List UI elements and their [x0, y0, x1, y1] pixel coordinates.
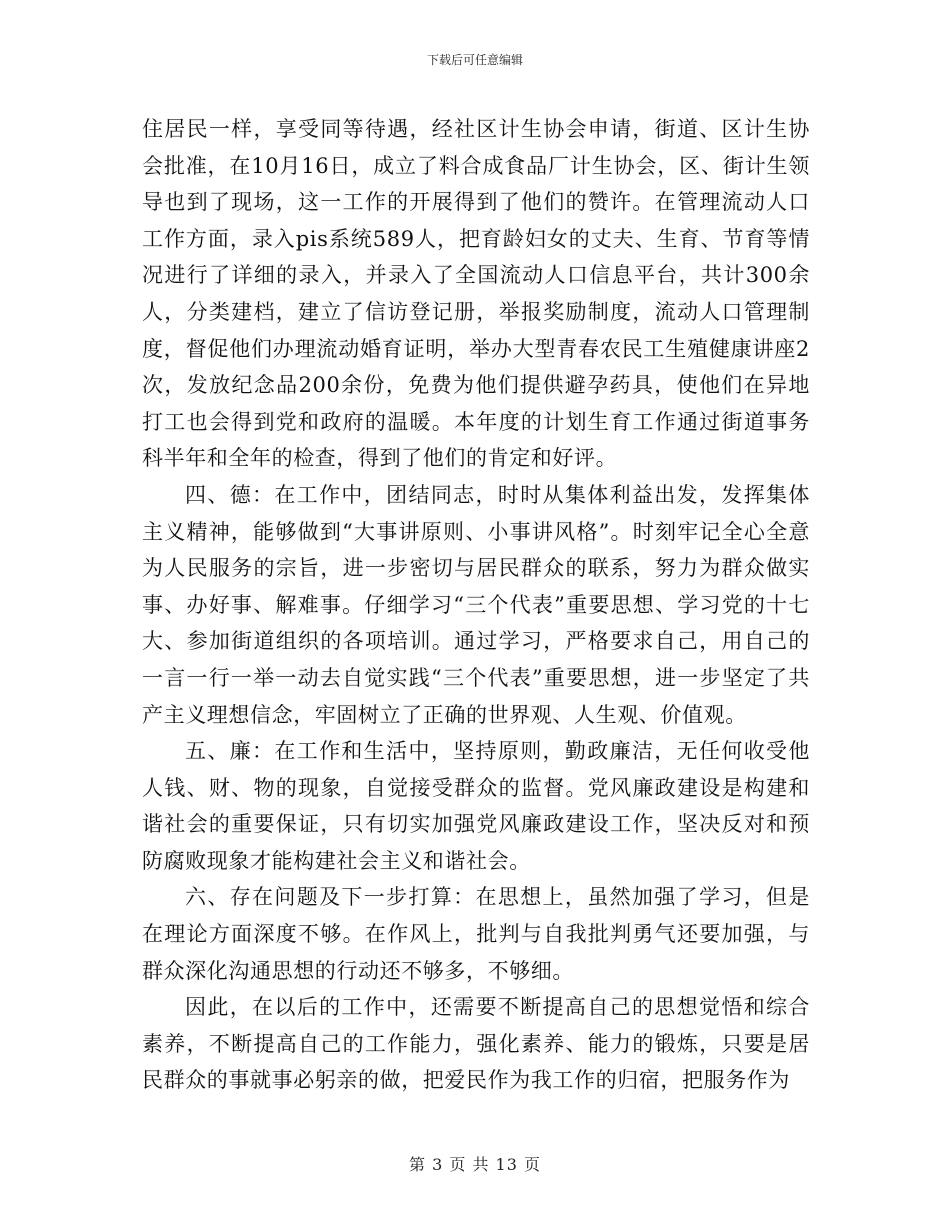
- page-header-note: 下载后可任意编辑: [426, 53, 523, 67]
- page-number: 第 3 页 共 13 页: [409, 1155, 541, 1174]
- paragraph-virtue: 四、德：在工作中，团结同志，时时从集体利益出发，发挥集体主义精神，能够做到“大事讲原则、小事讲风格”。时刻牢记全心全意为人民服务的宗旨，进一步密切与居民群众的联系，努力为群众做实事、办好事、解难事。仔细学习“三个代表”重要思想、学习党的十七大、参加街道组织的各项培训。通过学习，严格要求自己，用自己的一言一行一举一动去自觉实践“三个代表”重要思想，进一步坚定了共产主义理想信念，牢固树立了正确的世界观、人生观、价值观。: [142, 482, 810, 727]
- paragraph-problems-plans: 六、存在问题及下一步打算：在思想上，虽然加强了学习，但是在理论方面深度不够。在作风上，批判与自我批判勇气还要加强，与群众深化沟通思想的行动还不够多，不够细。: [142, 885, 810, 983]
- document-body: [142, 111, 810, 1099]
- paragraph-integrity: 五、廉：在工作和生活中，坚持原则，勤政廉洁，无任何收受他人钱、财、物的现象，自觉接受群众的监督。党风廉政建设是构建和谐社会的重要保证，只有切实加强党风廉政建设工作，坚决反对和预防腐败现象才能构建社会主义和谐社会。: [142, 739, 810, 873]
- paragraph-conclusion: 因此，在以后的工作中，还需要不断提高自己的思想觉悟和综合素养，不断提高自己的工作能力，强化素养、能力的锻炼，只要是居民群众的事就事必躬亲的做，把爱民作为我工作的归宿，把服务作为: [142, 995, 810, 1093]
- paragraph-continued: 住居民一样，享受同等待遇，经社区计生协会申请，街道、区计生协会批准，在10月16日，成立了料合成食品厂计生协会，区、街计生领导也到了现场，这一工作的开展得到了他们的赞许。在管理流动人口工作方面，录入pis系统589人，把育龄妇女的丈夫、生育、节育等情况进行了详细的录入，并录入了全国流动人口信息平台，共计300余人，分类建档，建立了信访登记册，举报奖励制度，流动人口管理制度，督促他们办理流动婚育证明，举办大型青春农民工生殖健康讲座2次，发放纪念品200余份，免费为他们提供避孕药具，使他们在异地打工也会得到党和政府的温暖。本年度的计划生育工作通过街道事务科半年和全年的检查，得到了他们的肯定和好评。: [142, 117, 810, 471]
